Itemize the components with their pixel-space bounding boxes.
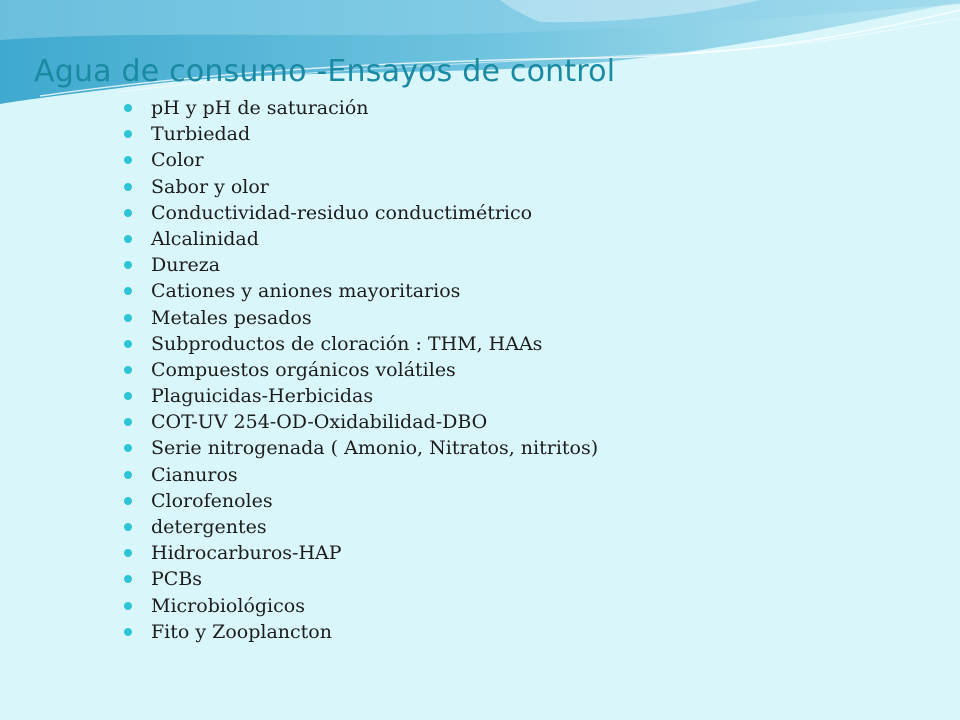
list-item [124,331,598,357]
list-item-text: Conductividad-residuo conductimétrico [151,201,533,224]
bullet-dot-icon [124,418,132,426]
slide-title: Agua de consumo -Ensayos de control [34,54,616,89]
bullet-dot-icon [124,235,132,243]
list-item-text: Cianuros [151,463,238,486]
list-item-text: Alcalinidad [151,227,259,250]
list-item-text: PCBs [151,568,203,591]
list-item-text: Compuestos orgánicos volátiles [151,358,456,381]
list-item-text: Metales pesados [151,306,312,329]
list-item [124,252,598,278]
bullet-dot-icon [124,366,132,374]
list-item-text: Clorofenoles [151,489,273,512]
list-item [124,619,598,645]
bullet-dot-icon [124,471,132,479]
list-item [124,566,598,592]
list-item [124,488,598,514]
list-item [124,200,598,226]
list-item [124,174,598,200]
list-item-text: Color [151,149,204,172]
list-item-text: Fito y Zooplancton [151,620,332,643]
list-item [124,357,598,383]
list-item [124,121,598,147]
list-item [124,462,598,488]
list-item-text: Hidrocarburos-HAP [151,542,342,565]
bullet-dot-icon [124,314,132,322]
bullet-dot-icon [124,340,132,348]
bullet-dot-icon [124,209,132,217]
list-item [124,409,598,435]
list-item [124,540,598,566]
list-item [124,147,598,173]
bullet-dot-icon [124,287,132,295]
list-item-text: Sabor y olor [151,175,269,198]
bullet-dot-icon [124,523,132,531]
bullet-dot-icon [124,156,132,164]
bullet-dot-icon [124,575,132,583]
list-item [124,435,598,461]
list-item [124,593,598,619]
list-item-text: pH y pH de saturación [151,97,369,119]
list-item [124,278,598,304]
bullet-dot-icon [124,549,132,557]
list-item [124,95,598,121]
list-item-text: Turbiedad [151,123,251,146]
list-item-text: Serie nitrogenada ( Amonio, Nitratos, nitritos) [151,437,599,460]
bullet-dot-icon [124,497,132,505]
list-item [124,514,598,540]
list-item-text: Dureza [151,254,221,277]
bullet-dot-icon [124,602,132,610]
list-item-text: Plaguicidas-Herbicidas [151,385,374,408]
list-item [124,226,598,252]
list-item [124,305,598,331]
bullet-list [124,95,598,645]
list-item-text: COT-UV 254-OD-Oxidabilidad-DBO [151,411,488,434]
bullet-dot-icon [124,104,132,112]
list-item-text: Microbiológicos [151,594,305,617]
list-item-text: Cationes y aniones mayoritarios [151,280,461,303]
bullet-dot-icon [124,444,132,452]
list-item-text: Subproductos de cloración : THM, HAAs [151,332,543,355]
bullet-dot-icon [124,130,132,138]
bullet-dot-icon [124,628,132,636]
list-item-text: detergentes [151,516,267,538]
bullet-dot-icon [124,183,132,191]
list-item [124,383,598,409]
bullet-dot-icon [124,392,132,400]
bullet-dot-icon [124,261,132,269]
